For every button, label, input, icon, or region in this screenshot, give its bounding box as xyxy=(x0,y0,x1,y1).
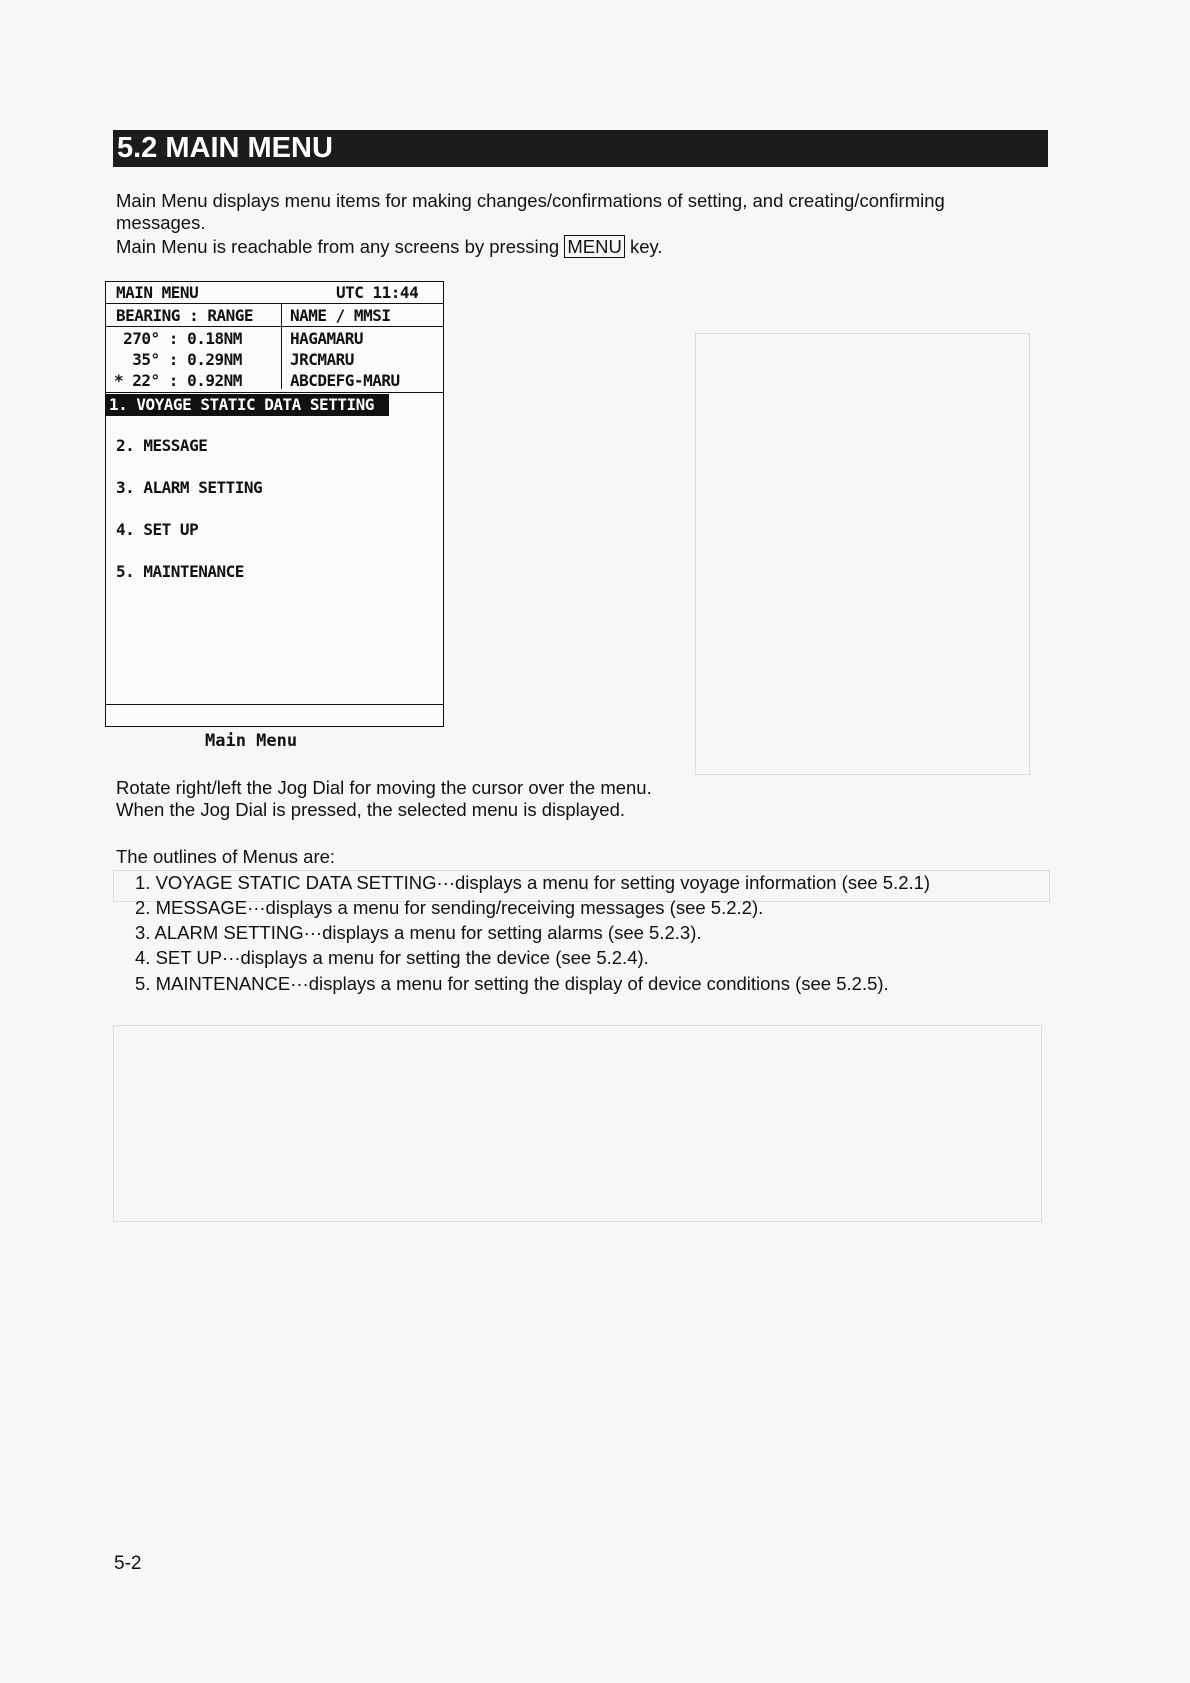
menu-item-maintenance[interactable]: 5. MAINTENANCE xyxy=(116,562,244,581)
outline-item-4: 4. SET UP···displays a menu for setting the device (see 5.2.4). xyxy=(135,947,649,968)
status-bar-divider xyxy=(106,704,443,705)
outline-item-2: 2. MESSAGE···displays a menu for sending/receiving messages (see 5.2.2). xyxy=(135,897,764,918)
menu-item-voyage-static-data-setting[interactable]: 1. VOYAGE STATIC DATA SETTING xyxy=(106,394,389,416)
menu-item-alarm-setting[interactable]: 3. ALARM SETTING xyxy=(116,478,263,497)
bleed-through-box xyxy=(113,1025,1042,1222)
section-title: 5.2 MAIN MENU xyxy=(113,130,1048,167)
intro-line-1: Main Menu displays menu items for making changes/confirmations of setting, and creating/confirming xyxy=(116,190,945,211)
outline-item-1: 1. VOYAGE STATIC DATA SETTING···displays a menu for setting voyage information (see 5.2.1) xyxy=(135,872,931,893)
screen-time: UTC 11:44 xyxy=(336,283,419,302)
intro-line-3 xyxy=(116,236,663,258)
target-bearing-range: * 22° : 0.92NM xyxy=(114,371,242,390)
column-bearing-range: BEARING : RANGE xyxy=(116,306,253,325)
target-bearing-range: 35° : 0.29NM xyxy=(114,350,242,369)
screen-caption: Main Menu xyxy=(205,731,298,751)
main-menu-screen xyxy=(105,281,444,727)
divider xyxy=(106,326,443,327)
page-number: 5-2 xyxy=(114,1553,142,1574)
menu-item-message[interactable]: 2. MESSAGE xyxy=(116,436,208,455)
outline-item-3: 3. ALARM SETTING···displays a menu for setting alarms (see 5.2.3). xyxy=(135,922,702,943)
intro-line-2: messages. xyxy=(116,212,206,233)
divider xyxy=(106,392,443,393)
usage-line-1: Rotate right/left the Jog Dial for moving the cursor over the menu. xyxy=(116,777,652,798)
bleed-through-box xyxy=(695,333,1030,775)
usage-line-2: When the Jog Dial is pressed, the selected menu is displayed. xyxy=(116,799,626,820)
menu-item-set-up[interactable]: 4. SET UP xyxy=(116,520,199,539)
target-name: HAGAMARU xyxy=(290,329,364,348)
menu-key: MENU xyxy=(564,235,624,258)
screen-title: MAIN MENU xyxy=(116,283,199,302)
target-name: JRCMARU xyxy=(290,350,354,369)
column-name-mmsi: NAME / MMSI xyxy=(290,306,391,325)
target-bearing-range: 270° : 0.18NM xyxy=(114,329,242,348)
divider xyxy=(106,303,443,304)
target-name: ABCDEFG-MARU xyxy=(290,371,400,390)
column-divider xyxy=(281,304,282,389)
outline-item-5: 5. MAINTENANCE···displays a menu for setting the display of device conditions (see 5.2.5). xyxy=(135,973,889,994)
outlines-heading: The outlines of Menus are: xyxy=(116,846,336,867)
intro-line-3-after: key. xyxy=(629,236,663,257)
intro-line-3-before: Main Menu is reachable from any screens by pressing xyxy=(116,236,560,257)
